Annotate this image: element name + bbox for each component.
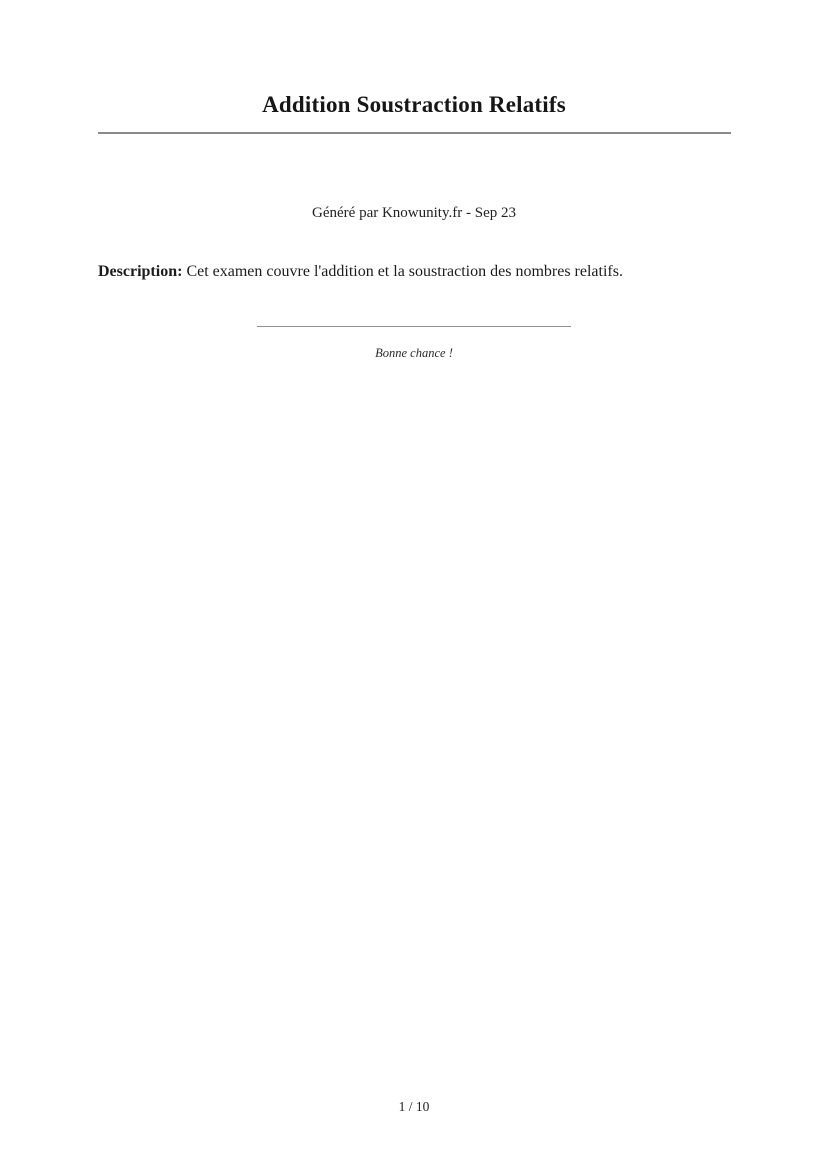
generated-by-line: Généré par Knowunity.fr - Sep 23 bbox=[312, 205, 516, 221]
page-number: 1 / 10 bbox=[398, 1099, 430, 1114]
title-divider bbox=[98, 132, 731, 134]
good-luck-text: Bonne chance ! bbox=[375, 346, 453, 360]
page-title: Addition Soustraction Relatifs bbox=[262, 92, 566, 117]
short-divider bbox=[257, 326, 571, 327]
description-line bbox=[98, 262, 731, 283]
description-text: Cet examen couvre l'addition et la soustraction des nombres relatifs. bbox=[186, 263, 623, 280]
description-label: Description: bbox=[98, 263, 183, 280]
